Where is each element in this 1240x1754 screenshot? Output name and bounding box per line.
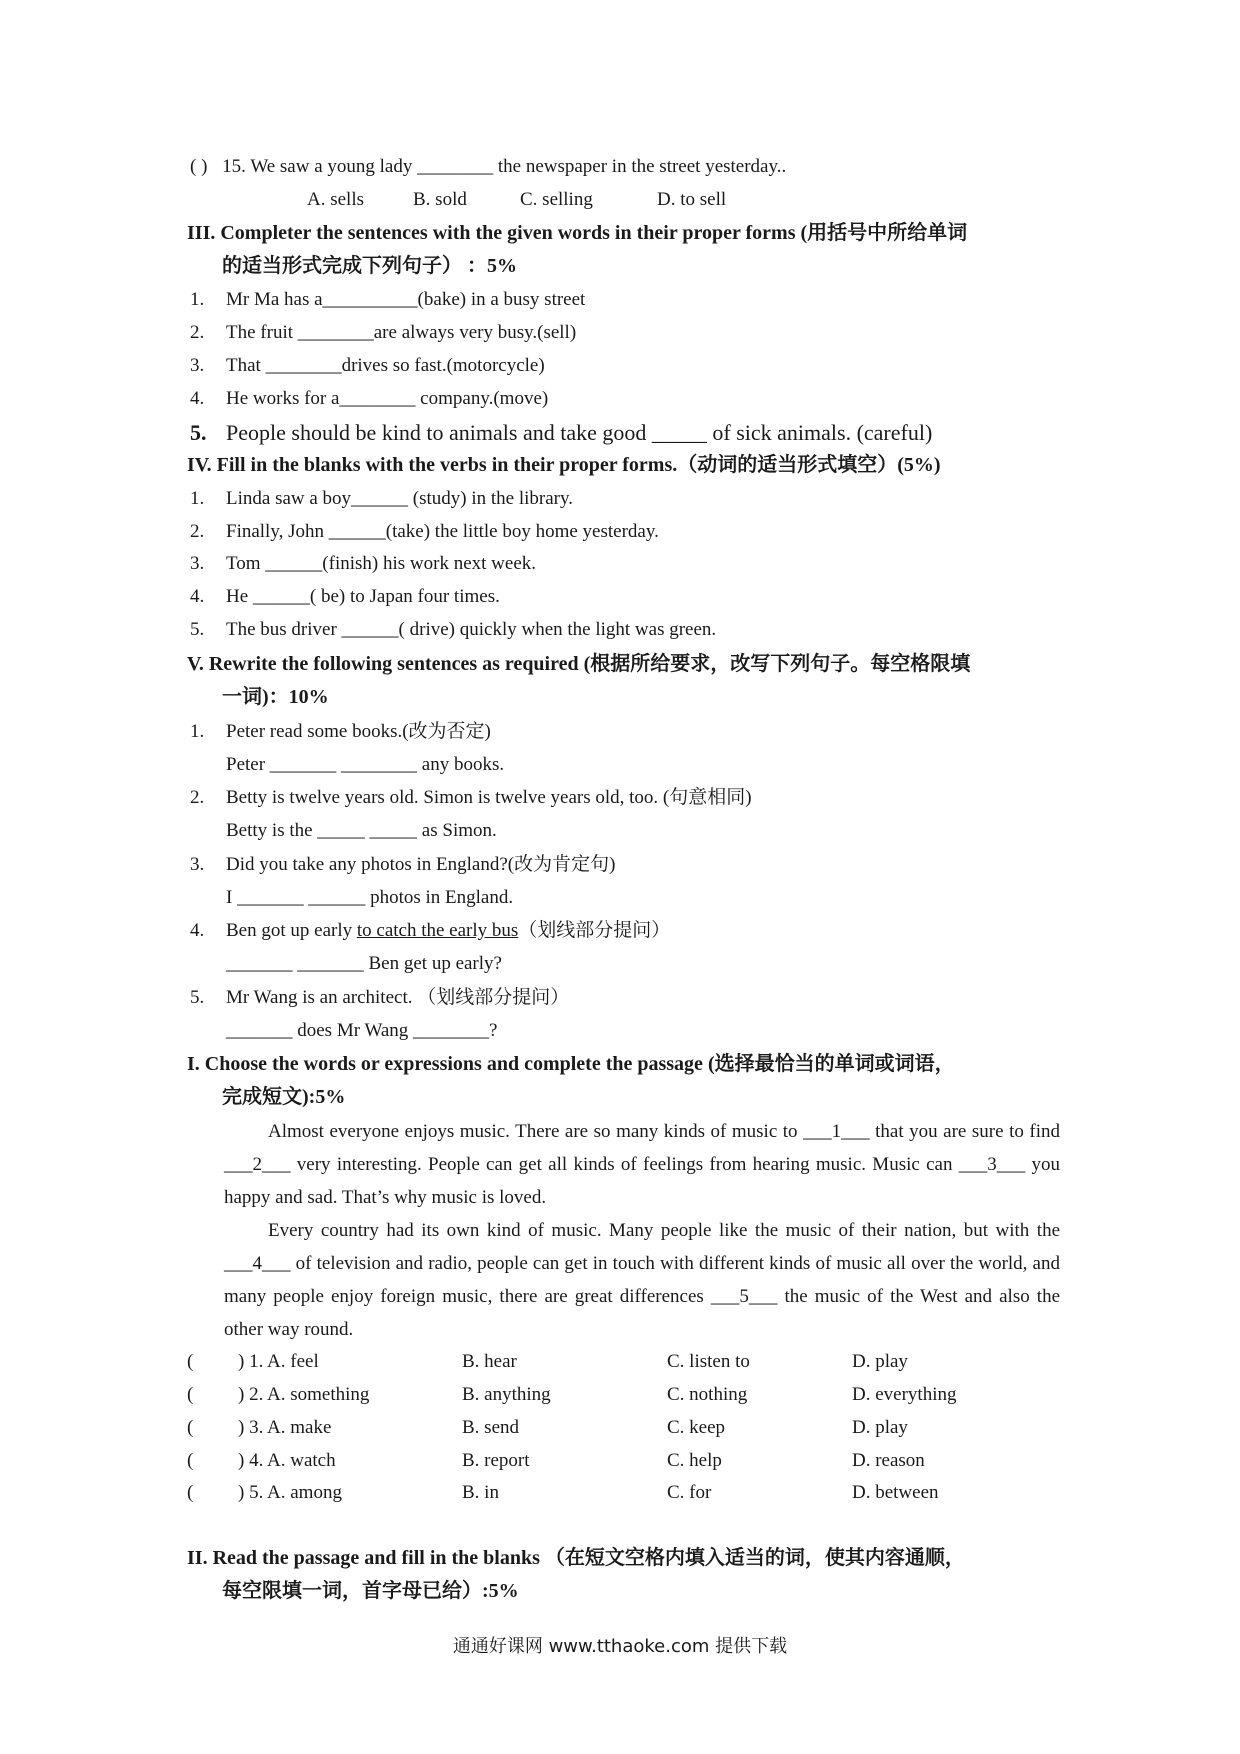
answer-paren: ( — [187, 1482, 194, 1503]
item-number: 2. — [190, 787, 205, 808]
sectionI-heading-line1: I. Choose the words or expressions and complete the passage (选择最恰当的单词或词语， — [187, 1053, 955, 1075]
section3-item-4 — [190, 382, 548, 415]
item-number: 3. — [190, 553, 205, 574]
item-number: 3. — [190, 854, 205, 875]
section5-item-4 — [190, 914, 670, 947]
section3-item-1 — [190, 283, 585, 316]
section5-answer-4: _______ _______ Ben get up early? — [226, 953, 502, 974]
section3-heading-line1: III. Completer the sentences with the given words in their proper forms (用括号中所给单词 — [187, 222, 968, 244]
choice-option-d: D. everything — [852, 1384, 957, 1405]
answer-paren: ( — [187, 1351, 194, 1372]
choice-option-d: D. between — [852, 1482, 939, 1503]
q15-option-c: C. selling — [520, 189, 593, 210]
choice-option-c: C. nothing — [667, 1384, 748, 1405]
section3-item-5 — [190, 416, 932, 449]
choice-option-b: B. hear — [462, 1351, 517, 1372]
choice-option-b: B. send — [462, 1417, 519, 1438]
item-number: 4. — [190, 920, 205, 941]
item-number: 4. — [190, 586, 205, 607]
item-text: Did you take any photos in England?(改为肯定句) — [226, 854, 616, 875]
item-text: People should be kind to animals and take good _____ of sick animals. (careful) — [226, 420, 933, 445]
choice-option-c: C. for — [667, 1482, 712, 1503]
item-text: Mr Wang is an architect. （划线部分提问） — [226, 987, 570, 1008]
item-number: 4. — [190, 388, 205, 409]
section3-item-3 — [190, 349, 545, 382]
section4-item-1 — [190, 482, 573, 515]
q15-option-a: A. sells — [307, 189, 364, 210]
item-text: He works for a________ company.(move) — [226, 388, 549, 409]
sectionII-heading-line1: II. Read the passage and fill in the blanks （在短文空格内填入适当的词，使其内容通顺， — [187, 1547, 965, 1569]
item-text: The fruit ________are always very busy.(sell) — [226, 322, 577, 343]
section5-answer-1: Peter _______ ________ any books. — [226, 754, 505, 775]
item-number: 5. — [190, 420, 207, 445]
sectionII-heading-line2: 每空限填一词，首字母已给）:5% — [222, 1580, 519, 1602]
choice-option-d: D. play — [852, 1417, 908, 1438]
section5-item-1 — [190, 715, 491, 748]
choice-option-b: B. in — [462, 1482, 499, 1503]
sectionI-heading-line2: 完成短文):5% — [222, 1086, 346, 1108]
item-text: That ________drives so fast.(motorcycle) — [226, 355, 545, 376]
section4-item-2 — [190, 515, 659, 548]
item-text: He ______( be) to Japan four times. — [226, 586, 500, 607]
section5-heading-line2: 一词)：10% — [222, 686, 329, 708]
q15-stem: 15. We saw a young lady ________ the newspaper in the street yesterday.. — [222, 156, 787, 177]
choice-option-a: ) 5. A. among — [238, 1482, 342, 1503]
item-number: 1. — [190, 488, 205, 509]
choice-option-c: C. listen to — [667, 1351, 750, 1372]
choice-option-c: C. keep — [667, 1417, 726, 1438]
item-text: Peter read some books.(改为否定) — [226, 721, 491, 742]
underlined-phrase: to catch the early bus — [356, 920, 519, 941]
section4-item-4 — [190, 580, 500, 613]
item-number: 3. — [190, 355, 205, 376]
section5-item-5 — [190, 981, 569, 1014]
section4-item-5 — [190, 613, 716, 646]
choice-option-a: ) 4. A. watch — [238, 1450, 336, 1471]
answer-paren: ( — [187, 1450, 194, 1471]
item-text-suffix: （划线部分提问） — [518, 920, 671, 941]
q15-answer-paren: ( ) — [190, 156, 208, 177]
item-number: 5. — [190, 987, 205, 1008]
choice-option-d: D. play — [852, 1351, 908, 1372]
q15-option-d: D. to sell — [657, 189, 727, 210]
page-footer: 通通好课网 www.tthaoke.com 提供下载 — [452, 1636, 788, 1657]
choice-option-a: ) 2. A. something — [238, 1384, 370, 1405]
choice-option-a: ) 1. A. feel — [238, 1351, 319, 1372]
answer-paren: ( — [187, 1417, 194, 1438]
choice-option-b: B. report — [462, 1450, 530, 1471]
item-number: 5. — [190, 619, 205, 640]
q15-stem-line — [190, 150, 786, 183]
item-text: Finally, John ______(take) the little boy home yesterday. — [226, 521, 659, 542]
item-number: 2. — [190, 322, 205, 343]
choice-option-d: D. reason — [852, 1450, 925, 1471]
item-text: Ben got up early — [226, 920, 357, 941]
item-number: 1. — [190, 289, 205, 310]
item-text: Linda saw a boy______ (study) in the library. — [226, 488, 574, 509]
passage-paragraph-2: Every country had its own kind of music. Many people like the music of their nation, but with the ___4___ of television and radio, people can get in touch with different kinds of music all over the world, and many people enjoy foreign music, there are great differences ___5___ the music of the West and also the other way round. — [224, 1220, 1060, 1340]
choice-option-a: ) 3. A. make — [238, 1417, 332, 1438]
passage-paragraph-1: Almost everyone enjoys music. There are so many kinds of music to ___1___ that you are sure to find ___2___ very interesting. People can get all kinds of feelings from hearing music. Music can ___3___ you happy and sad. That’s why music is loved. — [224, 1121, 1060, 1208]
section4-heading: IV. Fill in the blanks with the verbs in their proper forms.（动词的适当形式填空）(5%) — [187, 454, 941, 476]
item-text: Mr Ma has a__________(bake) in a busy street — [226, 289, 586, 310]
section5-answer-3: I _______ ______ photos in England. — [226, 887, 514, 908]
section3-item-2 — [190, 316, 576, 349]
item-number: 1. — [190, 721, 205, 742]
section5-answer-5: _______ does Mr Wang ________? — [226, 1020, 498, 1041]
item-number: 2. — [190, 521, 205, 542]
choice-option-c: C. help — [667, 1450, 722, 1471]
section3-heading-line2: 的适当形式完成下列句子） ：5% — [222, 255, 517, 277]
q15-option-b: B. sold — [413, 189, 467, 210]
answer-paren: ( — [187, 1384, 194, 1405]
section5-item-3 — [190, 848, 615, 881]
section4-item-3 — [190, 547, 536, 580]
item-text: Tom ______(finish) his work next week. — [226, 553, 537, 574]
section5-answer-2: Betty is the _____ _____ as Simon. — [226, 820, 497, 841]
section5-heading-line1: V. Rewrite the following sentences as required (根据所给要求，改写下列句子。每空格限填 — [187, 653, 971, 675]
section5-item-2 — [190, 781, 752, 814]
item-text: The bus driver ______( drive) quickly when the light was green. — [226, 619, 717, 640]
choice-option-b: B. anything — [462, 1384, 551, 1405]
item-text: Betty is twelve years old. Simon is twelve years old, too. (句意相同) — [226, 787, 752, 808]
